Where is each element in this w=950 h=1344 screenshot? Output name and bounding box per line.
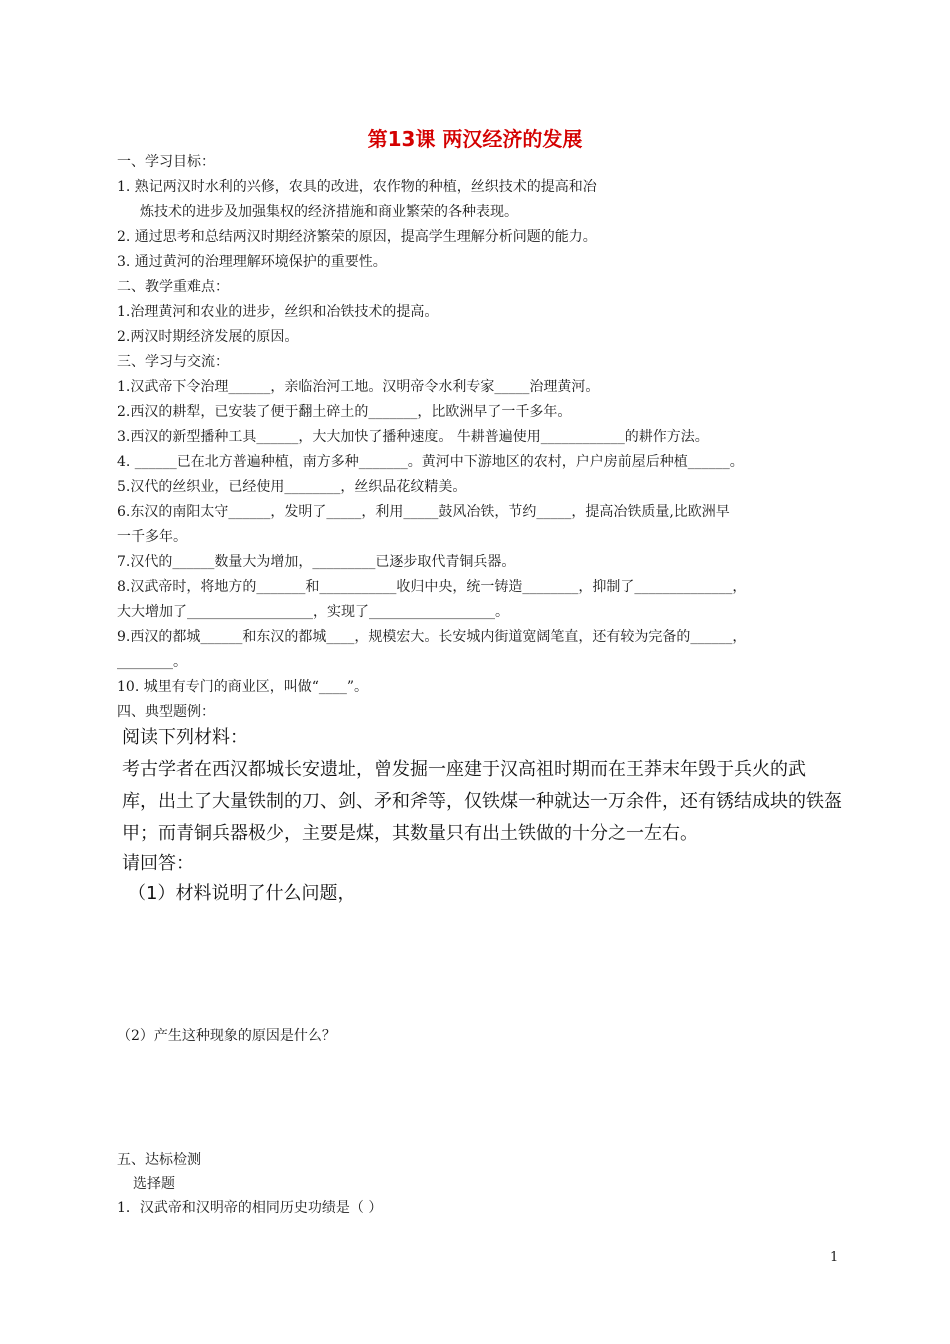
material-line: 阅读下列材料： (122, 727, 248, 748)
objective-item: 2. 通过思考和总结两汉时期经济繁荣的原因，提高学生理解分析问题的能力。 (117, 229, 597, 245)
page-title: 第13课 两汉经济的发展 (367, 127, 583, 151)
fill-blank-item: 1.汉武帝下令治理______，亲临治河工地。汉明帝令水利专家_____治理黄河。 (117, 379, 600, 395)
fill-blank-item: 8.汉武帝时，将地方的_______和___________收归中央，统一铸造________，抑制了______________， (117, 579, 747, 595)
subsection-choice: 选择题 (133, 1176, 175, 1192)
fill-blank-item: 4. ______已在北方普遍种植，南方多种_______。黄河中下游地区的农村，户户房前屋后种植______。 (117, 454, 744, 470)
page-number: 1 (830, 1250, 839, 1265)
fill-blank-item: 一千多年。 (117, 529, 187, 545)
choice-question-1: 1．汉武帝和汉明帝的相同历史功绩是（ ） (117, 1200, 383, 1216)
material-line: 请回答： (122, 853, 194, 874)
fill-blank-item: 2.西汉的耕犁，已安装了便于翻土碎土的_______，比欧洲早了一千多年。 (117, 404, 572, 420)
question-2: （2）产生这种现象的原因是什么？ (117, 1028, 336, 1044)
material-line: 考古学者在西汉都城长安遗址，曾发掘一座建于汉高祖时期而在王莽末年毁于兵火的武 (122, 759, 806, 780)
fill-blank-item: 3.西汉的新型播种工具______，大大加快了播种速度。 牛耕普遍使用____________的耕作方法。 (117, 429, 709, 445)
key-point-item: 2.两汉时期经济发展的原因。 (117, 329, 299, 345)
section-heading-study: 三、学习与交流： (117, 354, 229, 370)
objective-item: 炼技术的进步及加强集权的经济措施和商业繁荣的各种表现。 (140, 204, 518, 220)
material-line: 甲；而青铜兵器极少，主要是煤，其数量只有出土铁做的十分之一左右。 (122, 823, 698, 844)
section-heading-examples: 四、典型题例： (117, 704, 215, 720)
material-question-1: （1）材料说明了什么问题， (128, 883, 356, 904)
key-point-item: 1.治理黄河和农业的进步，丝织和冶铁技术的提高。 (117, 304, 439, 320)
objective-item: 3. 通过黄河的治理理解环境保护的重要性。 (117, 254, 387, 270)
material-line: 库，出土了大量铁制的刀、剑、矛和斧等，仅铁煤一种就达一万余件，还有锈结成块的铁盔 (122, 791, 842, 812)
section-heading-assessment: 五、达标检测 (117, 1152, 201, 1168)
fill-blank-item: 6.东汉的南阳太守______，发明了_____，利用_____鼓风冶铁，节约_____，提高冶铁质量,比欧洲早 (117, 504, 730, 520)
objective-item: 1. 熟记两汉时水利的兴修，农具的改进，农作物的种植，丝织技术的提高和冶 (117, 179, 597, 195)
section-heading-key-points: 二、教学重难点： (117, 279, 229, 295)
section-heading-objectives: 一、学习目标： (117, 154, 215, 170)
fill-blank-item: 5.汉代的丝织业，已经使用________，丝织品花纹精美。 (117, 479, 467, 495)
fill-blank-item: 10. 城里有专门的商业区，叫做“____”。 (117, 679, 369, 695)
fill-blank-item: 大大增加了__________________，实现了__________________。 (117, 604, 509, 620)
fill-blank-item: ________。 (117, 654, 187, 670)
fill-blank-item: 7.汉代的______数量大为增加，_________已逐步取代青铜兵器。 (117, 554, 516, 570)
fill-blank-item: 9.西汉的都城______和东汉的都城____，规模宏大。长安城内街道宽阔笔直，还有较为完备的______， (117, 629, 747, 645)
